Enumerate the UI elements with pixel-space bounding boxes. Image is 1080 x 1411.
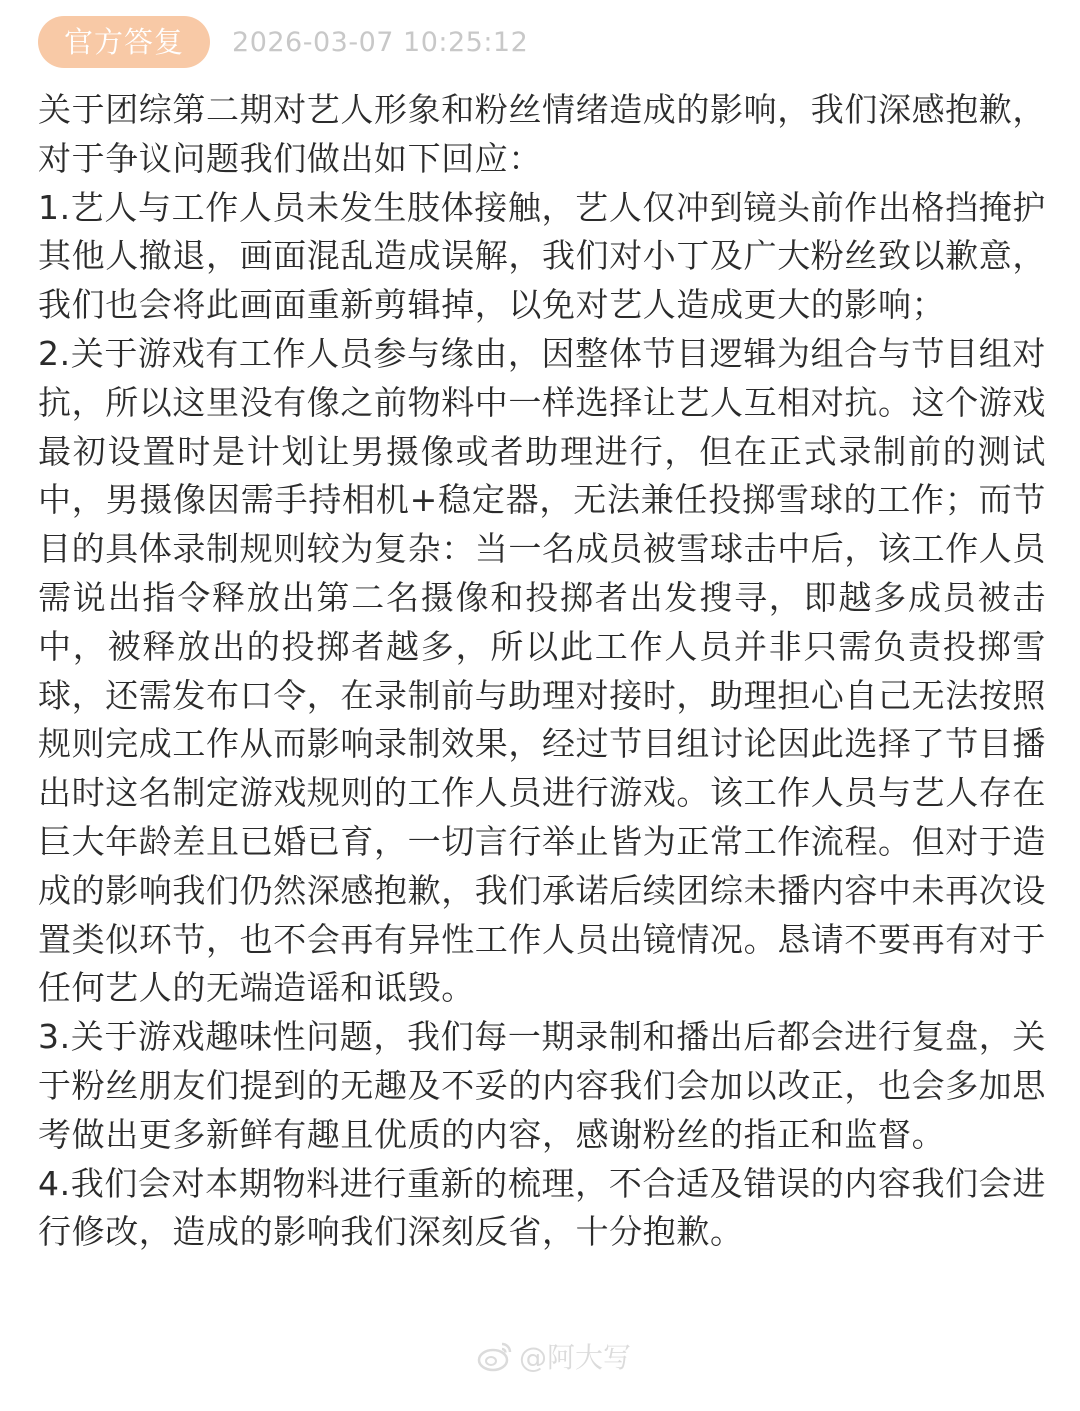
watermark-text: @阿大写 — [519, 1341, 632, 1374]
official-reply-badge: 官方答复 — [38, 16, 210, 68]
reply-body — [38, 86, 1046, 1257]
intro-paragraph: 关于团综第二期对艺人形象和粉丝情绪造成的影响，我们深感抱歉，对于争议问题我们做出如下回应： — [38, 90, 1046, 178]
watermark — [475, 1336, 631, 1376]
reply-timestamp: 2026-03-07 10:25:12 — [232, 26, 529, 58]
point-1-paragraph: 1.艺人与工作人员未发生肢体接触，艺人仅冲到镜头前作出格挡掩护其他人撤退，画面混乱造成误解，我们对小丁及广大粉丝致以歉意，我们也会将此画面重新剪辑掉，以免对艺人造成更大的影响； — [38, 187, 1046, 325]
point-4-paragraph: 4.我们会对本期物料进行重新的梳理，不合适及错误的内容我们会进行修改，造成的影响我们深刻反省，十分抱歉。 — [38, 1163, 1046, 1252]
weibo-icon — [475, 1336, 515, 1376]
point-2-paragraph: 2.关于游戏有工作人员参与缘由，因整体节目逻辑为组合与节目组对抗，所以这里没有像之前物料中一样选择让艺人互相对抗。这个游戏最初设置时是计划让男摄像或者助理进行，但在正式录制前的测试中，男摄像因需手持相机+稳定器，无法兼任投掷雪球的工作；而节目的具体录制规则较为复杂：当一名成员被雪球击中后，该工作人员需说出指令释放出第二名摄像和投掷者出发搜寻，即越多成员被击中，被释放出的投掷者越多，所以此工作人员并非只需负责投掷雪球，还需发布口令，在录制前与助理对接时，助理担心自己无法按照规则完成工作从而影响录制效果，经过节目组讨论因此选择了节目播出时这名制定游戏规则的工作人员进行游戏。该工作人员与艺人存在巨大年龄差且已婚已育，一切言行举止皆为正常工作流程。但对于造成的影响我们仍然深感抱歉，我们承诺后续团综未播内容中未再次设置类似环节，也不会再有异性工作人员出镜情况。恳请不要再有对于任何艺人的无端造谣和诋毁。 — [38, 333, 1046, 1008]
reply-header — [38, 14, 528, 70]
point-3-paragraph: 3.关于游戏趣味性问题，我们每一期录制和播出后都会进行复盘，关于粉丝朋友们提到的无趣及不妥的内容我们会加以改正，也会多加思考做出更多新鲜有趣且优质的内容，感谢粉丝的指正和监督。 — [38, 1017, 1046, 1154]
